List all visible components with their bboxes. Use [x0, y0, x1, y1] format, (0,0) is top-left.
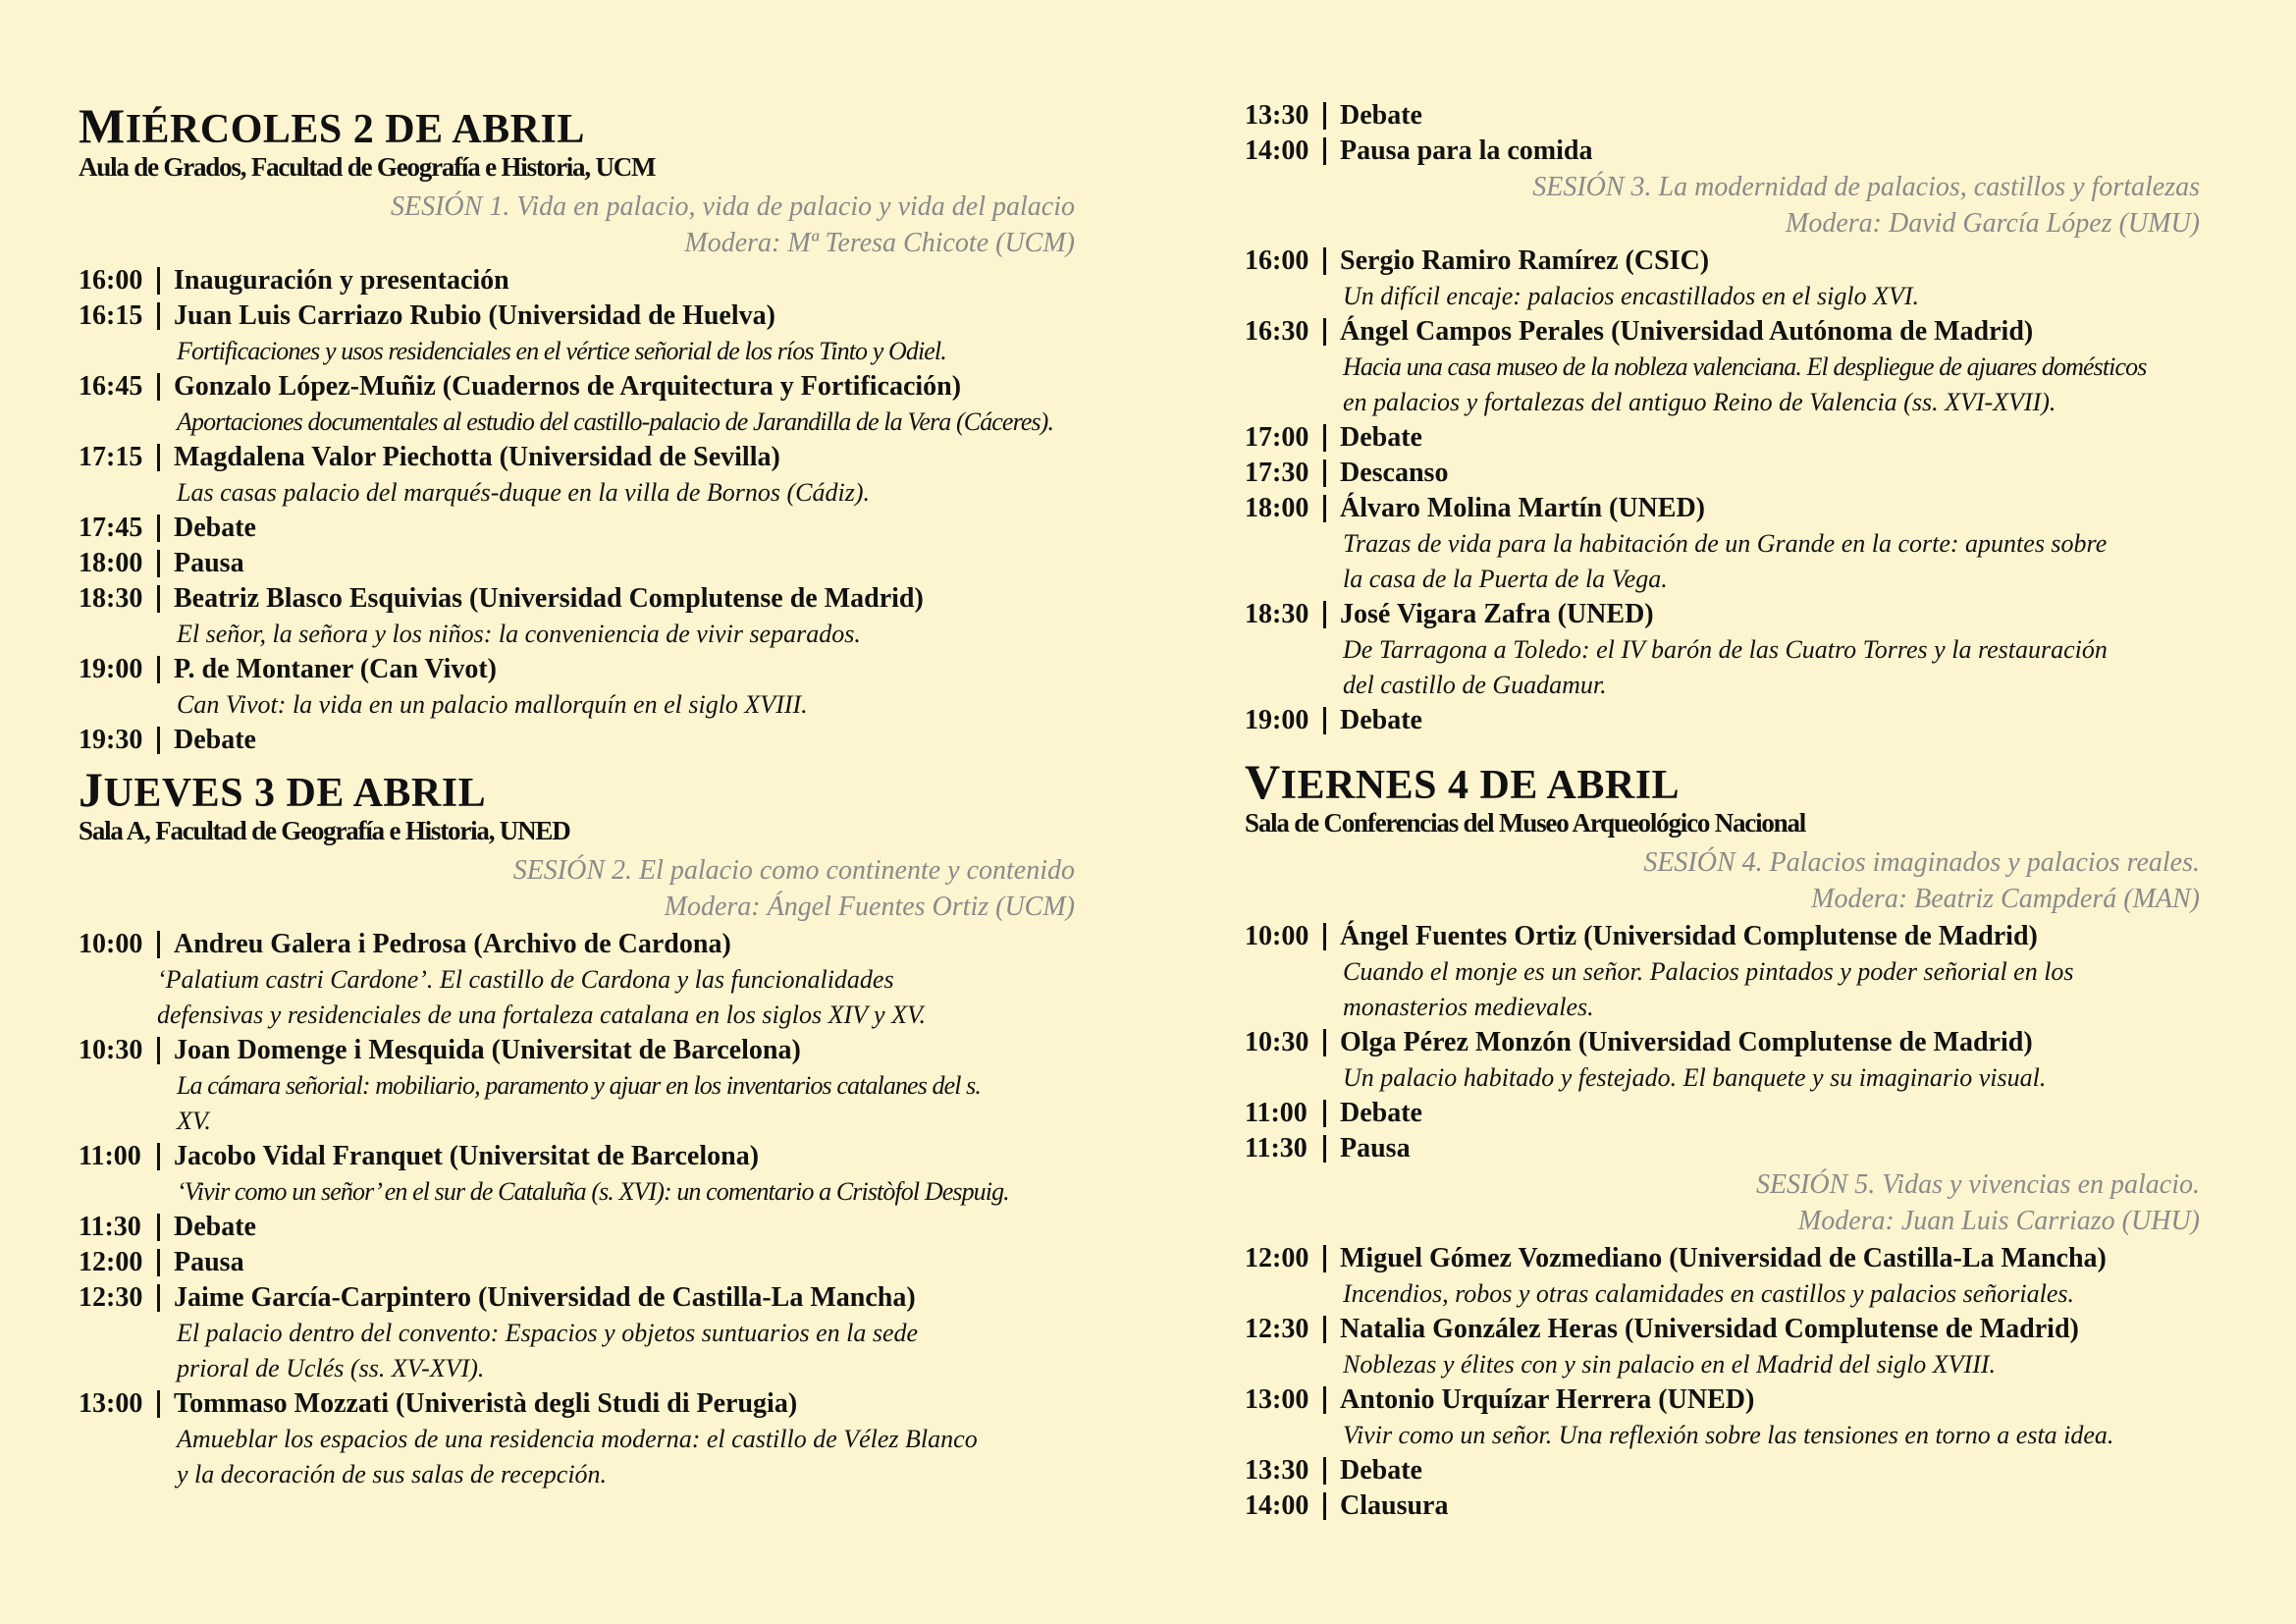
- entry-time: 16:30: [1245, 316, 1309, 347]
- schedule-miercoles: [79, 263, 1075, 758]
- schedule-viernes-a: [1245, 919, 2200, 1166]
- separator-bar: [157, 931, 160, 958]
- entry-description: Noblezas y élites con y sin palacio en el Madrid del siglo XVIII.: [1343, 1350, 1997, 1379]
- entry-description: ‘Palatium castri Cardone’. El castillo de Cardona y las funcionalidades: [157, 965, 894, 994]
- schedule-entry: [1245, 98, 2200, 134]
- separator-bar: [157, 514, 160, 542]
- schedule-entry: [1245, 420, 2200, 456]
- entry-title: Pausa para la comida: [1340, 135, 1593, 166]
- entry-title: Pausa: [174, 1247, 244, 1277]
- schedule-entry: [79, 511, 1075, 546]
- separator-bar: [157, 1037, 160, 1064]
- schedule-entry: [1245, 491, 2200, 526]
- separator-bar: [157, 267, 160, 295]
- entry-description: El señor, la señora y los niños: la conveniencia de vivir separados.: [177, 620, 861, 648]
- entry-description: XV.: [177, 1107, 211, 1135]
- session-3-title: SESIÓN 3. La modernidad de palacios, castillos y fortalezas: [1532, 172, 2200, 202]
- entry-description: Can Vivot: la vida en un palacio mallorquín en el siglo XVIII.: [177, 690, 808, 719]
- separator-bar: [1323, 137, 1326, 165]
- entry-title: Ángel Campos Perales (Universidad Autónoma de Madrid): [1340, 316, 2034, 347]
- entry-description: Las casas palacio del marqués-duque en la villa de Bornos (Cádiz).: [177, 478, 871, 507]
- schedule-entry: [79, 369, 1075, 405]
- separator-bar: [1323, 318, 1326, 346]
- schedule-entry: [79, 1245, 1075, 1280]
- session-1-moderator: Modera: Mª Teresa Chicote (UCM): [684, 228, 1075, 258]
- entry-title: Magdalena Valor Piechotta (Universidad de Sevilla): [174, 442, 780, 472]
- entry-description: Cuando el monje es un señor. Palacios pintados y poder señorial en los: [1343, 957, 2074, 986]
- separator-bar: [157, 656, 160, 683]
- separator-bar: [1323, 1386, 1326, 1414]
- entry-time: 12:00: [79, 1247, 143, 1277]
- entry-time: 19:30: [79, 725, 143, 755]
- entry-time: 14:00: [1245, 1490, 1309, 1521]
- entry-time: 18:30: [1245, 599, 1309, 629]
- schedule-entry: [1245, 1453, 2200, 1489]
- schedule-entry: [79, 581, 1075, 617]
- entry-time: 17:30: [1245, 458, 1309, 488]
- entry-time: 10:30: [1245, 1027, 1309, 1057]
- separator-bar: [1323, 1492, 1326, 1520]
- separator-bar: [157, 727, 160, 754]
- schedule-entry: [79, 927, 1075, 962]
- schedule-entry: [1245, 919, 2200, 954]
- entry-time: 16:15: [79, 300, 143, 331]
- schedule-entry: [1245, 456, 2200, 491]
- schedule-entry: [1245, 1131, 2200, 1166]
- entry-title: Inauguración y presentación: [174, 265, 509, 296]
- venue-miercoles: Aula de Grados, Facultad de Geografía e Historia, UCM: [79, 152, 656, 182]
- session-1-title: SESIÓN 1. Vida en palacio, vida de palacio y vida del palacio: [391, 191, 1075, 222]
- schedule-entry: [79, 723, 1075, 758]
- schedule-entry: [79, 263, 1075, 298]
- entry-title: Olga Pérez Monzón (Universidad Complutense de Madrid): [1340, 1027, 2033, 1057]
- entry-time: 17:15: [79, 442, 143, 472]
- schedule-jueves-continued-b: [1245, 244, 2200, 738]
- schedule-jueves: [79, 927, 1075, 1492]
- schedule-entry: [1245, 1241, 2200, 1276]
- entry-description: Aportaciones documentales al estudio del castillo-palacio de Jarandilla de la Vera (Cáceres).: [177, 407, 1054, 436]
- schedule-entry: [1245, 703, 2200, 738]
- entry-title: Debate: [174, 725, 256, 755]
- entry-description: del castillo de Guadamur.: [1343, 671, 1607, 699]
- separator-bar: [1323, 495, 1326, 522]
- schedule-entry: [1245, 1025, 2200, 1060]
- day-title-miercoles: MIÉRCOLES 2 DE ABRIL: [79, 98, 585, 153]
- entry-title: Debate: [174, 1212, 256, 1242]
- schedule-entry: [1245, 244, 2200, 279]
- separator-bar: [157, 550, 160, 577]
- entry-title: Andreu Galera i Pedrosa (Archivo de Cardona): [174, 929, 731, 959]
- entry-title: Joan Domenge i Mesquida (Universitat de Barcelona): [174, 1035, 801, 1065]
- left-column: [79, 0, 1075, 1492]
- schedule-entry: [1245, 1096, 2200, 1131]
- schedule-entry: [1245, 1312, 2200, 1347]
- entry-title: Debate: [174, 513, 256, 543]
- entry-title: Debate: [1340, 1455, 1422, 1486]
- separator-bar: [157, 1249, 160, 1276]
- entry-description: Vivir como un señor. Una reflexión sobre las tensiones en torno a esta idea.: [1343, 1421, 2114, 1449]
- entry-title: Tommaso Mozzati (Univeristà degli Studi di Perugia): [174, 1388, 798, 1419]
- separator-bar: [1323, 1100, 1326, 1127]
- entry-title: Ángel Fuentes Ortiz (Universidad Complutense de Madrid): [1340, 921, 2038, 951]
- entry-title: Beatriz Blasco Esquivias (Universidad Complutense de Madrid): [174, 583, 924, 614]
- entry-title: Debate: [1340, 422, 1422, 453]
- entry-description: Trazas de vida para la habitación de un Grande en la corte: apuntes sobre: [1343, 529, 2108, 558]
- entry-time: 10:00: [1245, 921, 1309, 951]
- schedule-jueves-continued-a: [1245, 98, 2200, 169]
- separator-bar: [157, 373, 160, 401]
- entry-time: 12:30: [1245, 1314, 1309, 1344]
- entry-description: El palacio dentro del convento: Espacios y objetos suntuarios en la sede: [177, 1319, 919, 1347]
- session-2-moderator: Modera: Ángel Fuentes Ortiz (UCM): [664, 892, 1075, 922]
- entry-time: 17:45: [79, 513, 143, 543]
- entry-title: Pausa: [174, 548, 244, 578]
- entry-time: 18:00: [79, 548, 143, 578]
- entry-time: 13:00: [1245, 1384, 1309, 1415]
- entry-time: 18:00: [1245, 493, 1309, 523]
- entry-title: Gonzalo López-Muñiz (Cuadernos de Arquitectura y Fortificación): [174, 371, 962, 402]
- separator-bar: [157, 1143, 160, 1170]
- entry-time: 10:00: [79, 929, 143, 959]
- entry-title: Debate: [1340, 705, 1422, 735]
- schedule-entry: [1245, 134, 2200, 169]
- entry-time: 13:30: [1245, 1455, 1309, 1486]
- session-2-title: SESIÓN 2. El palacio como continente y contenido: [512, 855, 1075, 886]
- entry-description: Un difícil encaje: palacios encastillados en el siglo XVI.: [1343, 282, 1920, 310]
- entry-time: 11:00: [1245, 1098, 1308, 1128]
- schedule-entry: [79, 1033, 1075, 1068]
- entry-time: 12:30: [79, 1282, 143, 1313]
- entry-time: 13:00: [79, 1388, 143, 1419]
- entry-title: Juan Luis Carriazo Rubio (Universidad de Huelva): [174, 300, 775, 331]
- schedule-entry: [79, 652, 1075, 687]
- schedule-entry: [79, 546, 1075, 581]
- entry-time: 16:45: [79, 371, 143, 402]
- schedule-entry: [79, 1280, 1075, 1316]
- entry-time: 14:00: [1245, 135, 1309, 166]
- entry-title: Descanso: [1340, 458, 1449, 488]
- entry-description: De Tarragona a Toledo: el IV barón de las Cuatro Torres y la restauración: [1343, 635, 2108, 664]
- separator-bar: [157, 1390, 160, 1418]
- entry-time: 11:30: [1245, 1133, 1308, 1164]
- entry-description: la casa de la Puerta de la Vega.: [1343, 565, 1668, 593]
- session-3-moderator: Modera: David García López (UMU): [1786, 208, 2200, 239]
- entry-description: defensivas y residenciales de una fortaleza catalana en los siglos XIV y XV.: [157, 1001, 927, 1029]
- schedule-entry: [79, 440, 1075, 475]
- separator-bar: [1323, 102, 1326, 130]
- separator-bar: [1323, 460, 1326, 487]
- entry-time: 19:00: [1245, 705, 1309, 735]
- schedule-entry: [79, 1139, 1075, 1174]
- entry-title: José Vigara Zafra (UNED): [1340, 599, 1654, 629]
- entry-title: P. de Montaner (Can Vivot): [174, 654, 497, 684]
- entry-description: ‘Vivir como un señor’ en el sur de Cataluña (s. XVI): un comentario a Cristòfol Despuig.: [177, 1177, 1009, 1206]
- separator-bar: [1323, 601, 1326, 628]
- entry-time: 11:00: [79, 1141, 141, 1171]
- entry-time: 11:30: [79, 1212, 141, 1242]
- entry-title: Debate: [1340, 1098, 1422, 1128]
- day-title-jueves: JUEVES 3 DE ABRIL: [79, 762, 487, 817]
- separator-bar: [1323, 707, 1326, 734]
- schedule-entry: [1245, 597, 2200, 632]
- entry-title: Jaime García-Carpintero (Universidad de Castilla-La Mancha): [174, 1282, 916, 1313]
- separator-bar: [157, 585, 160, 613]
- day-title-viernes: VIERNES 4 DE ABRIL: [1245, 754, 1681, 809]
- entry-time: 19:00: [79, 654, 143, 684]
- schedule-entry: [79, 298, 1075, 334]
- entry-description: Fortificaciones y usos residenciales en el vértice señorial de los ríos Tinto y Odiel.: [177, 337, 946, 365]
- entry-title: Pausa: [1340, 1133, 1411, 1164]
- separator-bar: [1323, 1457, 1326, 1485]
- session-5-title: SESIÓN 5. Vidas y vivencias en palacio.: [1755, 1169, 2200, 1200]
- entry-description: Un palacio habitado y festejado. El banquete y su imaginario visual.: [1343, 1063, 2047, 1092]
- session-5-moderator: Modera: Juan Luis Carriazo (UHU): [1797, 1206, 2200, 1236]
- entry-title: Álvaro Molina Martín (UNED): [1340, 493, 1705, 523]
- entry-time: 17:00: [1245, 422, 1309, 453]
- schedule-entry: [1245, 314, 2200, 350]
- entry-time: 18:30: [79, 583, 143, 614]
- schedule-entry: [79, 1210, 1075, 1245]
- session-4-title: SESIÓN 4. Palacios imaginados y palacios reales.: [1643, 847, 2200, 878]
- separator-bar: [1323, 247, 1326, 275]
- separator-bar: [157, 1284, 160, 1312]
- entry-title: Miguel Gómez Vozmediano (Universidad de Castilla-La Mancha): [1340, 1243, 2107, 1273]
- separator-bar: [1323, 1029, 1326, 1056]
- entry-time: 10:30: [79, 1035, 143, 1065]
- entry-description: La cámara señorial: mobiliario, paramento y ajuar en los inventarios catalanes del s.: [177, 1071, 982, 1100]
- venue-viernes: Sala de Conferencias del Museo Arqueológico Nacional: [1245, 808, 1806, 838]
- separator-bar: [1323, 424, 1326, 452]
- entry-title: Jacobo Vidal Franquet (Universitat de Barcelona): [174, 1141, 760, 1171]
- entry-description: Incendios, robos y otras calamidades en castillos y palacios señoriales.: [1343, 1279, 2075, 1308]
- entry-time: 16:00: [1245, 245, 1309, 276]
- separator-bar: [157, 302, 160, 330]
- entry-title: Antonio Urquízar Herrera (UNED): [1340, 1384, 1755, 1415]
- separator-bar: [157, 1214, 160, 1241]
- entry-description: Hacia una casa museo de la nobleza valenciana. El despliegue de ajuares domésticos: [1343, 352, 2147, 381]
- entry-title: Natalia González Heras (Universidad Complutense de Madrid): [1340, 1314, 2079, 1344]
- session-4-moderator: Modera: Beatriz Campderá (MAN): [1811, 884, 2200, 914]
- schedule-entry: [1245, 1489, 2200, 1524]
- entry-time: 16:00: [79, 265, 143, 296]
- entry-description: Amueblar los espacios de una residencia moderna: el castillo de Vélez Blanco: [177, 1425, 978, 1453]
- entry-time: 12:00: [1245, 1243, 1309, 1273]
- schedule-entry: [1245, 1382, 2200, 1418]
- schedule-viernes-b: [1245, 1241, 2200, 1524]
- separator-bar: [1323, 923, 1326, 950]
- schedule-entry: [79, 1386, 1075, 1422]
- separator-bar: [1323, 1316, 1326, 1343]
- separator-bar: [157, 444, 160, 471]
- venue-jueves: Sala A, Facultad de Geografía e Historia, UNED: [79, 816, 570, 845]
- entry-time: 13:30: [1245, 100, 1309, 131]
- entry-title: Debate: [1340, 100, 1422, 131]
- separator-bar: [1323, 1245, 1326, 1272]
- entry-title: Sergio Ramiro Ramírez (CSIC): [1340, 245, 1710, 276]
- entry-description: monasterios medievales.: [1343, 993, 1594, 1021]
- entry-description: en palacios y fortalezas del antiguo Reino de Valencia (ss. XVI-XVII).: [1343, 388, 2056, 416]
- entry-description: y la decoración de sus salas de recepción.: [177, 1460, 608, 1489]
- right-column: [1245, 0, 2200, 1524]
- entry-description: prioral de Uclés (ss. XV-XVI).: [177, 1354, 485, 1382]
- separator-bar: [1323, 1135, 1326, 1163]
- entry-title: Clausura: [1340, 1490, 1449, 1521]
